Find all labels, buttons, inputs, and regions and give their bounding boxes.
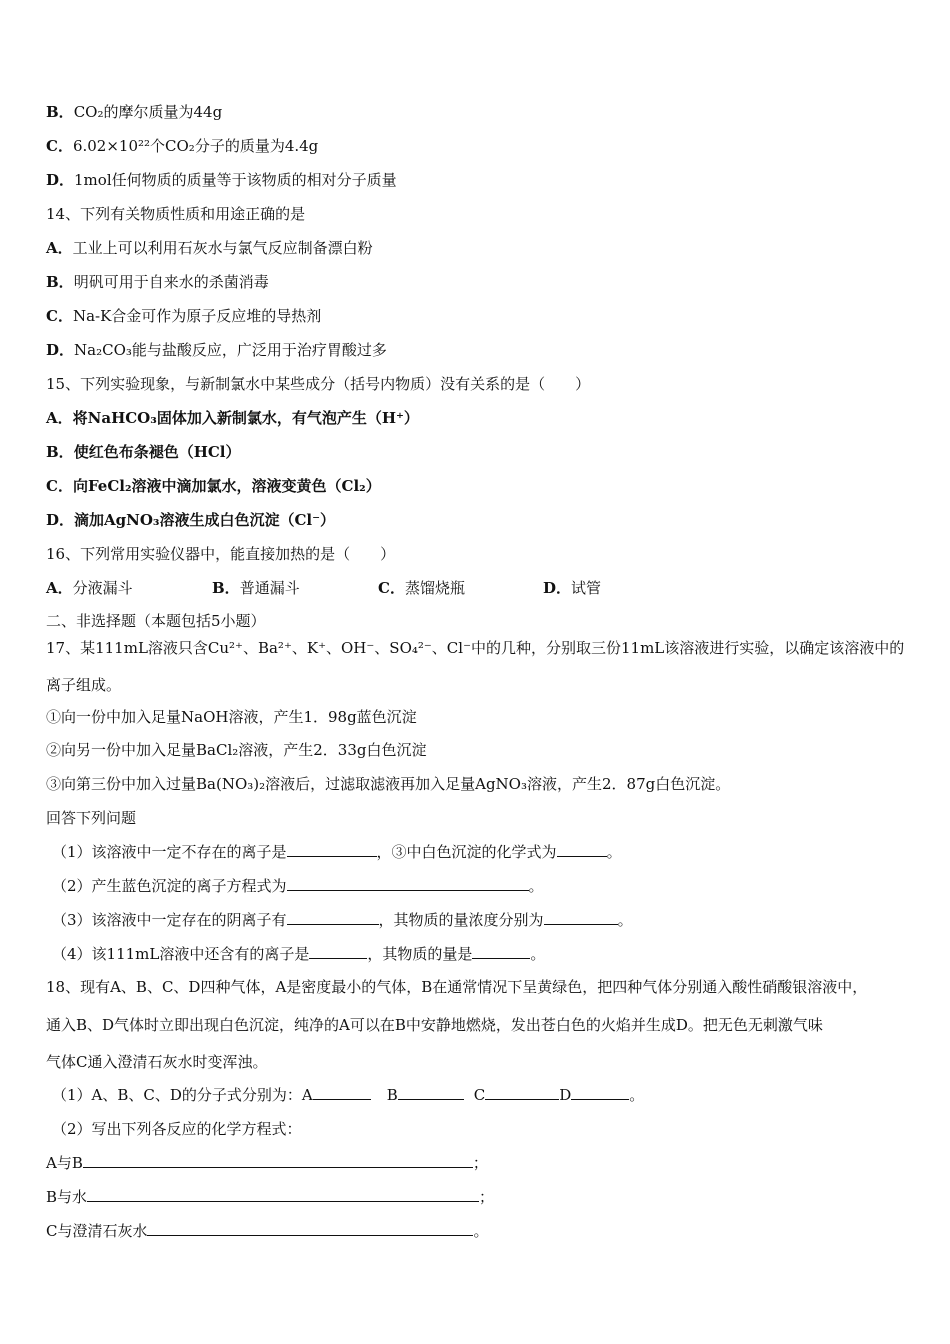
option-label: B．: [212, 579, 240, 597]
part-text: ；: [472, 1154, 488, 1172]
part-text: 。: [473, 1222, 489, 1240]
answer-blank[interactable]: [287, 876, 529, 891]
option-label: A．: [46, 579, 73, 597]
q15-option-b: [46, 442, 241, 462]
q14-stem: 14、下列有关物质性质和用途正确的是: [46, 205, 306, 223]
reaction-label: C与澄清石灰水: [46, 1222, 148, 1240]
q13-option-d: [46, 170, 397, 190]
q17-step-2: ②向另一份中加入足量BaCl₂溶液，产生2．33g白色沉淀: [46, 741, 427, 759]
part-text: 。: [528, 877, 544, 895]
q16-option-a: [46, 578, 133, 598]
answer-blank[interactable]: [485, 1085, 559, 1100]
option-label: D．: [543, 579, 572, 597]
part-text: （4）该111mL溶液中还含有的离子是: [52, 945, 310, 963]
q18-part-2: （2）写出下列各反应的化学方程式：: [52, 1120, 302, 1138]
option-label: D．: [46, 511, 75, 529]
option-label: C．: [46, 477, 73, 495]
q16-stem: 16、下列常用实验仪器中，能直接加热的是（ ）: [46, 545, 396, 563]
answer-blank[interactable]: [309, 944, 367, 959]
answer-blank[interactable]: [544, 910, 618, 925]
part-text: ，其物质的量是: [367, 945, 473, 963]
part-text: 。: [617, 911, 633, 929]
q16-option-c: [378, 578, 465, 598]
option-text: 1mol任何物质的质量等于该物质的相对分子质量: [74, 171, 397, 189]
reaction-label: B与水: [46, 1188, 88, 1206]
q15-option-a: [46, 408, 419, 428]
answer-blank[interactable]: [472, 944, 530, 959]
option-text: 试管: [571, 579, 602, 597]
q17-step-1: ①向一份中加入足量NaOH溶液，产生1．98g蓝色沉淀: [46, 708, 417, 726]
q15-stem: 15、下列实验现象，与新制氯水中某些成分（括号内物质）没有关系的是（ ）: [46, 375, 591, 393]
option-text: 6.02×10²²个CO₂分子的质量为4.4g: [72, 137, 319, 155]
part-text: （3）该溶液中一定存在的阴离子有: [52, 911, 287, 929]
q17-part-3: [52, 910, 633, 930]
option-label: A．: [46, 409, 73, 427]
q17-step-3: ③向第三份中加入过量Ba(NO₃)₂溶液后，过滤取滤液再加入足量AgNO₃溶液，产生2．87g白色沉淀。: [46, 775, 731, 793]
answer-blank[interactable]: [87, 1187, 479, 1202]
part-text: （1）该溶液中一定不存在的离子是: [52, 843, 287, 861]
option-label: C．: [378, 579, 405, 597]
part-text: ；: [479, 1188, 495, 1206]
q18-part-1: [52, 1085, 644, 1105]
option-label: A．: [46, 239, 73, 257]
part-text: 。: [629, 1086, 645, 1104]
q14-option-a: [46, 238, 373, 258]
part-text: ，其物质的量浓度分别为: [378, 911, 544, 929]
option-label: B．: [46, 443, 74, 461]
q13-option-c: [46, 136, 318, 156]
part-text: D: [559, 1086, 572, 1104]
part-text: B: [386, 1086, 398, 1104]
answer-blank[interactable]: [147, 1221, 473, 1236]
answer-blank[interactable]: [83, 1153, 473, 1168]
q18-reaction-a-b: [46, 1153, 488, 1173]
q18-reaction-c-limewater: [46, 1221, 489, 1241]
option-label: D．: [46, 341, 75, 359]
q17-part-2: [52, 876, 544, 896]
q18-stem-line3: 气体C通入澄清石灰水时变浑浊。: [46, 1053, 268, 1071]
q17-stem-line1: 17、某111mL溶液只含Cu²⁺、Ba²⁺、K⁺、OH⁻、SO₄²⁻、Cl⁻中的几种，分别取三份11mL该溶液进行实验，以确定该溶液中的: [46, 639, 905, 657]
option-label: B．: [46, 273, 74, 291]
option-text: 蒸馏烧瓶: [404, 579, 465, 597]
option-text: 普通漏斗: [239, 579, 300, 597]
option-text: 滴加AgNO₃溶液生成白色沉淀（Cl⁻）: [74, 511, 336, 529]
q17-part-4: [52, 944, 545, 964]
part-text: ，③中白色沉淀的化学式为: [376, 843, 557, 861]
answer-blank[interactable]: [571, 1085, 629, 1100]
q16-option-b: [212, 578, 300, 598]
option-label: B．: [46, 103, 74, 121]
part-text: 。: [530, 945, 546, 963]
option-text: CO₂的摩尔质量为44g: [73, 103, 223, 121]
q14-option-b: [46, 272, 269, 292]
section-heading: 二、非选择题（本题包括5小题）: [46, 612, 266, 630]
q13-option-b: [46, 102, 222, 122]
option-label: C．: [46, 307, 73, 325]
option-text: Na-K合金可作为原子反应堆的导热剂: [72, 307, 322, 325]
q17-answer-prompt: 回答下列问题: [46, 809, 137, 827]
option-text: 分液漏斗: [72, 579, 133, 597]
part-text: （1）A、B、C、D的分子式分别为：A: [52, 1086, 313, 1104]
option-label: D．: [46, 171, 75, 189]
q14-option-c: [46, 306, 321, 326]
q18-reaction-b-water: [46, 1187, 494, 1207]
option-text: 将NaHCO₃固体加入新制氯水，有气泡产生（H⁺）: [72, 409, 419, 427]
part-text: C: [473, 1086, 486, 1104]
answer-blank[interactable]: [557, 842, 607, 857]
q16-option-d: [543, 578, 601, 598]
part-text: 。: [606, 843, 622, 861]
answer-blank[interactable]: [398, 1085, 464, 1100]
q14-option-d: [46, 340, 387, 360]
q18-stem-line2: 通入B、D气体时立即出现白色沉淀，纯净的A可以在B中安静地燃烧，发出苍白色的火焰并生成D。把无色无刺激气味: [46, 1016, 823, 1034]
option-text: 明矾可用于自来水的杀菌消毒: [73, 273, 269, 291]
q17-stem-line2: 离子组成。: [46, 676, 122, 694]
part-text: （2）产生蓝色沉淀的离子方程式为: [52, 877, 287, 895]
answer-blank[interactable]: [287, 842, 377, 857]
option-text: 使红色布条褪色（HCl）: [73, 443, 241, 461]
q15-option-c: [46, 476, 381, 496]
option-text: Na₂CO₃能与盐酸反应，广泛用于治疗胃酸过多: [74, 341, 387, 359]
reaction-label: A与B: [46, 1154, 83, 1172]
q18-stem-line1: 18、现有A、B、C、D四种气体，A是密度最小的气体，B在通常情况下呈黄绿色，把四种气体分别通入酸性硝酸银溶液中，: [46, 978, 868, 996]
option-label: C．: [46, 137, 73, 155]
answer-blank[interactable]: [287, 910, 379, 925]
option-text: 向FeCl₂溶液中滴加氯水，溶液变黄色（Cl₂）: [72, 477, 381, 495]
q15-option-d: [46, 510, 335, 530]
q17-part-1: [52, 842, 622, 862]
option-text: 工业上可以利用石灰水与氯气反应制备漂白粉: [72, 239, 373, 257]
answer-blank[interactable]: [313, 1085, 371, 1100]
